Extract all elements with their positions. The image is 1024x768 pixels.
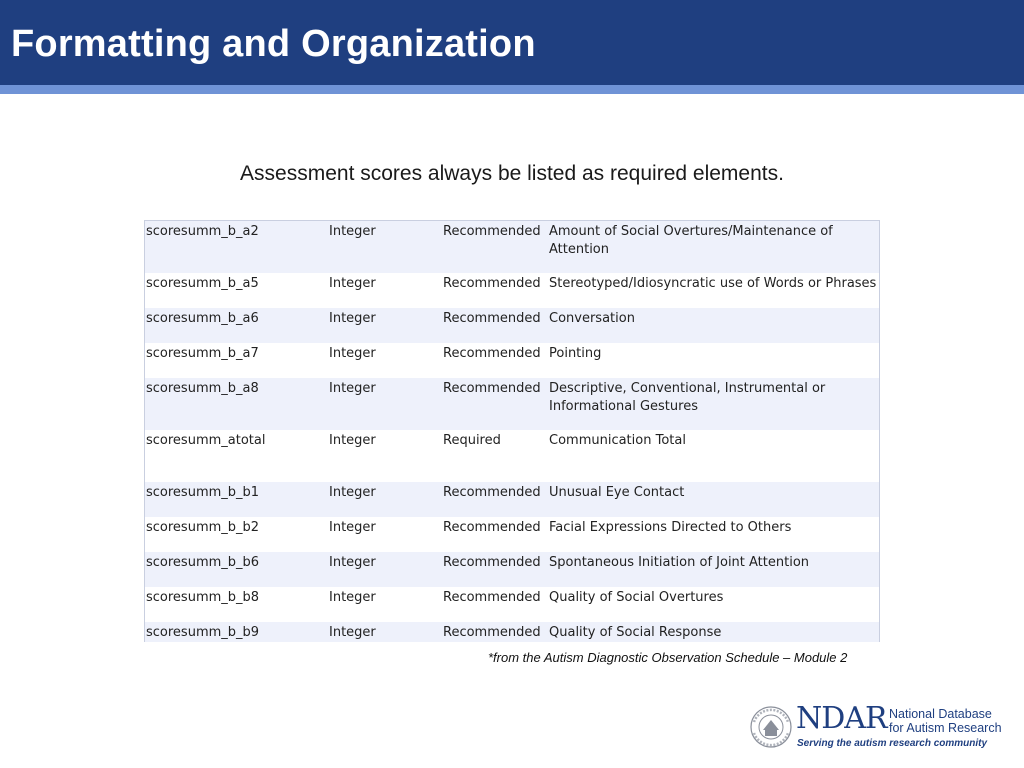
element-name-cell: scoresumm_b_b2	[146, 520, 260, 535]
required-status-cell: Recommended	[443, 276, 541, 291]
data-type-cell: Integer	[329, 276, 376, 291]
required-status-cell: Recommended	[443, 346, 541, 361]
slide-subtitle: Assessment scores always be listed as required elements.	[240, 162, 784, 185]
page-title: Formatting and Organization	[11, 23, 536, 65]
data-type-cell: Integer	[329, 485, 376, 500]
data-elements-table	[145, 221, 879, 642]
description-cell: Communication Total	[549, 433, 686, 448]
element-name-cell: scoresumm_b_b8	[146, 590, 260, 605]
description-cell: Quality of Social Response	[549, 625, 722, 640]
table-row	[145, 552, 879, 587]
required-status-cell: Recommended	[443, 311, 541, 326]
data-elements-table-container	[144, 220, 880, 642]
title-underline-stripe	[0, 85, 1024, 94]
element-name-cell: scoresumm_atotal	[146, 433, 266, 448]
table-row	[145, 273, 879, 308]
title-bar	[0, 0, 1024, 85]
data-type-cell: Integer	[329, 381, 376, 396]
table-row	[145, 430, 879, 482]
table-row	[145, 622, 879, 642]
element-name-cell: scoresumm_b_a8	[146, 381, 259, 396]
element-name-cell: scoresumm_b_b6	[146, 555, 260, 570]
table-row	[145, 517, 879, 552]
data-type-cell: Integer	[329, 433, 376, 448]
data-type-cell: Integer	[329, 311, 376, 326]
source-footnote: *from the Autism Diagnostic Observation Schedule – Module 2	[488, 650, 848, 665]
description-cell: Descriptive, Conventional, Instrumental or Informational Gestures	[549, 381, 826, 414]
element-name-cell: scoresumm_b_a6	[146, 311, 259, 326]
required-status-cell: Recommended	[443, 381, 541, 396]
required-status-cell: Recommended	[443, 485, 541, 500]
data-type-cell: Integer	[329, 224, 376, 239]
ndar-tagline: Serving the autism research community	[797, 738, 988, 749]
nih-seal-icon	[748, 702, 794, 752]
required-status-cell: Recommended	[443, 224, 541, 239]
data-type-cell: Integer	[329, 590, 376, 605]
element-name-cell: scoresumm_b_a2	[146, 224, 259, 239]
table-row	[145, 308, 879, 343]
data-type-cell: Integer	[329, 555, 376, 570]
description-cell: Unusual Eye Contact	[549, 485, 685, 500]
description-cell: Facial Expressions Directed to Others	[549, 520, 792, 535]
data-type-cell: Integer	[329, 625, 376, 640]
table-row	[145, 221, 879, 273]
description-cell: Pointing	[549, 346, 602, 361]
element-name-cell: scoresumm_b_b9	[146, 625, 260, 640]
element-name-cell: scoresumm_b_b1	[146, 485, 260, 500]
required-status-cell: Recommended	[443, 625, 541, 640]
description-cell: Conversation	[549, 311, 635, 326]
description-cell: Quality of Social Overtures	[549, 590, 724, 605]
element-name-cell: scoresumm_b_a7	[146, 346, 259, 361]
table-row	[145, 482, 879, 517]
ndar-name-line1: National Database	[889, 707, 992, 721]
ndar-full-name	[889, 707, 1002, 735]
required-status-cell: Required	[443, 433, 501, 448]
required-status-cell: Recommended	[443, 555, 541, 570]
table-row	[145, 378, 879, 430]
ndar-name-line2: for Autism Research	[889, 721, 1002, 735]
element-name-cell: scoresumm_b_a5	[146, 276, 259, 291]
table-row	[145, 587, 879, 622]
data-type-cell: Integer	[329, 346, 376, 361]
description-cell: Amount of Social Overtures/Maintenance of Attention	[549, 224, 833, 257]
ndar-logo	[748, 702, 1010, 758]
ndar-wordmark: NDAR	[796, 701, 887, 736]
data-type-cell: Integer	[329, 520, 376, 535]
description-cell: Spontaneous Initiation of Joint Attention	[549, 555, 810, 570]
description-cell: Stereotyped/Idiosyncratic use of Words or Phrases	[549, 276, 877, 291]
table-row	[145, 343, 879, 378]
required-status-cell: Recommended	[443, 590, 541, 605]
required-status-cell: Recommended	[443, 520, 541, 535]
